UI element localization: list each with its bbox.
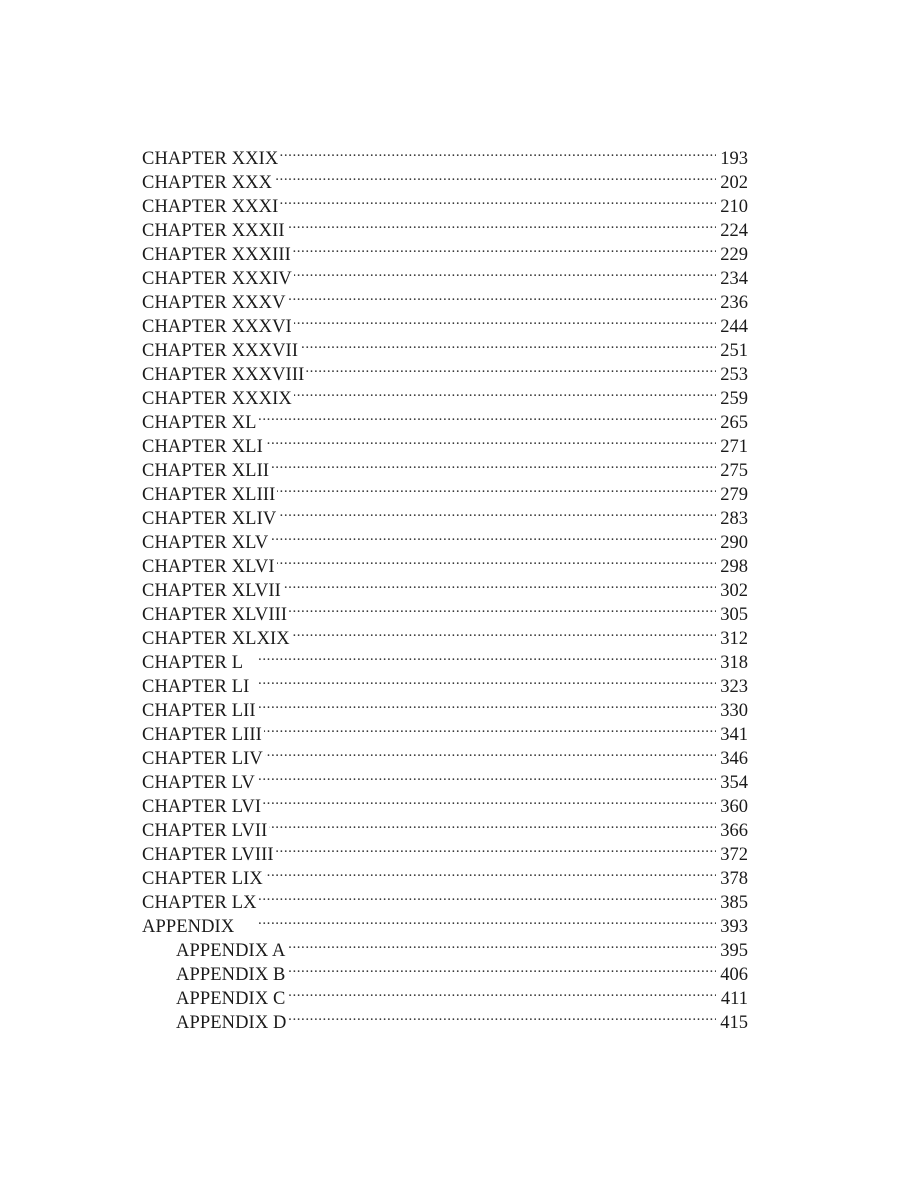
- toc-dot-leader: [251, 668, 716, 692]
- toc-entry-title: APPENDIX: [142, 917, 235, 937]
- toc-entry-title: CHAPTER XXXII: [142, 221, 285, 241]
- toc-dot-leader: [293, 236, 716, 260]
- toc-entry-page-number: 298: [720, 557, 748, 577]
- toc-entry-title: CHAPTER XLVI: [142, 557, 275, 577]
- toc-dot-leader: [287, 956, 716, 980]
- toc-dot-leader: [294, 260, 716, 284]
- toc-entry-title: CHAPTER XXXV: [142, 293, 286, 313]
- toc-entry-page-number: 312: [720, 629, 748, 649]
- toc-entry[interactable]: [142, 140, 748, 169]
- toc-entry-page-number: 302: [720, 581, 748, 601]
- toc-entry-page-number: 346: [720, 749, 748, 769]
- toc-entry-page-number: 354: [720, 773, 748, 793]
- toc-dot-leader: [277, 476, 716, 500]
- toc-entry-title: CHAPTER XXX: [142, 173, 273, 193]
- toc-dot-leader: [300, 332, 716, 356]
- toc-entry-title: CHAPTER XLII: [142, 461, 270, 481]
- toc-dot-leader: [294, 380, 716, 404]
- toc-entry-title: CHAPTER LIX: [142, 869, 263, 889]
- toc-entry-page-number: 244: [720, 317, 748, 337]
- toc-entry-title: CHAPTER XXXIV: [142, 269, 292, 289]
- toc-entry-title: CHAPTER LX: [142, 893, 257, 913]
- toc-dot-leader: [258, 692, 716, 716]
- toc-entry-title: CHAPTER XXXVIII: [142, 365, 305, 385]
- toc-entry-page-number: 366: [720, 821, 748, 841]
- toc-dot-leader: [265, 428, 716, 452]
- toc-entry-title: CHAPTER LV: [142, 773, 255, 793]
- toc-dot-leader: [280, 188, 716, 212]
- toc-entry-page-number: 265: [720, 413, 748, 433]
- toc-entry-title: CHAPTER XXIX: [142, 149, 279, 169]
- toc-dot-leader: [236, 908, 716, 932]
- toc-entry-title: CHAPTER XLXIX: [142, 629, 290, 649]
- toc-entry-page-number: 283: [720, 509, 748, 529]
- toc-entry-page-number: 305: [720, 605, 748, 625]
- toc-entry-page-number: 236: [720, 293, 748, 313]
- toc-dot-leader: [265, 740, 716, 764]
- toc-entry-title: CHAPTER XL: [142, 413, 257, 433]
- toc-dot-leader: [263, 788, 716, 812]
- toc-entry-title: CHAPTER XXXVII: [142, 341, 299, 361]
- toc-entry-title: APPENDIX D: [176, 1013, 287, 1033]
- toc-entry-page-number: 378: [720, 869, 748, 889]
- table-of-contents: [142, 140, 748, 1033]
- toc-dot-leader: [257, 764, 716, 788]
- toc-entry-page-number: 253: [720, 365, 748, 385]
- toc-entry-title: CHAPTER LI: [142, 677, 250, 697]
- toc-entry-page-number: 411: [720, 989, 748, 1009]
- toc-entry-page-number: 393: [720, 917, 748, 937]
- toc-entry-title: APPENDIX B: [176, 965, 286, 985]
- toc-entry-title: CHAPTER LIV: [142, 749, 263, 769]
- toc-entry-page-number: 224: [720, 221, 748, 241]
- toc-dot-leader: [276, 836, 716, 860]
- toc-entry-page-number: 330: [720, 701, 748, 721]
- toc-dot-leader: [289, 596, 716, 620]
- toc-entry-page-number: 341: [720, 725, 748, 745]
- toc-entry-page-number: 259: [720, 389, 748, 409]
- toc-entry-title: CHAPTER LII: [142, 701, 256, 721]
- toc-entry-page-number: 193: [720, 149, 748, 169]
- toc-dot-leader: [288, 1004, 716, 1028]
- toc-entry-page-number: 318: [720, 653, 748, 673]
- toc-dot-leader: [292, 620, 716, 644]
- toc-entry-page-number: 210: [720, 197, 748, 217]
- toc-entry-title: CHAPTER XLI: [142, 437, 263, 457]
- toc-dot-leader: [278, 500, 716, 524]
- toc-entry-title: CHAPTER XLVIII: [142, 605, 288, 625]
- toc-dot-leader: [287, 980, 716, 1004]
- toc-dot-leader: [270, 524, 716, 548]
- toc-entry-title: CHAPTER LIII: [142, 725, 262, 745]
- toc-entry-page-number: 290: [720, 533, 748, 553]
- toc-entry-page-number: 385: [720, 893, 748, 913]
- toc-entry-title: CHAPTER XXXVI: [142, 317, 292, 337]
- toc-dot-leader: [288, 284, 716, 308]
- toc-entry-page-number: 360: [720, 797, 748, 817]
- toc-entry-title: CHAPTER LVI: [142, 797, 262, 817]
- toc-entry-title: CHAPTER XLIV: [142, 509, 277, 529]
- toc-dot-leader: [264, 716, 716, 740]
- toc-entry-title: CHAPTER XLV: [142, 533, 269, 553]
- toc-entry-page-number: 271: [720, 437, 748, 457]
- toc-entry-title: CHAPTER XLIII: [142, 485, 276, 505]
- toc-dot-leader: [277, 548, 716, 572]
- toc-entry-page-number: 415: [720, 1013, 748, 1033]
- toc-dot-leader: [306, 356, 716, 380]
- toc-entry-page-number: 323: [720, 677, 748, 697]
- toc-dot-leader: [259, 884, 716, 908]
- toc-entry-title: APPENDIX C: [176, 989, 286, 1009]
- toc-dot-leader: [259, 404, 716, 428]
- toc-dot-leader: [271, 452, 716, 476]
- toc-dot-leader: [274, 164, 716, 188]
- toc-entry-title: CHAPTER XLVII: [142, 581, 281, 601]
- toc-dot-leader: [280, 140, 716, 164]
- toc-dot-leader: [283, 572, 716, 596]
- toc-entry-page-number: 372: [720, 845, 748, 865]
- toc-entry-page-number: 275: [720, 461, 748, 481]
- toc-entry-title: CHAPTER LVIII: [142, 845, 274, 865]
- toc-entry-page-number: 395: [720, 941, 748, 961]
- toc-entry-page-number: 229: [720, 245, 748, 265]
- toc-entry-page-number: 251: [720, 341, 748, 361]
- toc-entry-title: CHAPTER L: [142, 653, 244, 673]
- toc-entry-title: CHAPTER LVII: [142, 821, 268, 841]
- toc-entry-page-number: 234: [720, 269, 748, 289]
- toc-dot-leader: [287, 932, 716, 956]
- toc-entry-page-number: 406: [720, 965, 748, 985]
- toc-dot-leader: [287, 212, 716, 236]
- toc-entry-title: APPENDIX A: [176, 941, 286, 961]
- toc-dot-leader: [294, 308, 716, 332]
- toc-dot-leader: [265, 860, 716, 884]
- toc-entry-title: CHAPTER XXXIX: [142, 389, 292, 409]
- toc-entry-title: CHAPTER XXXI: [142, 197, 279, 217]
- toc-dot-leader: [269, 812, 716, 836]
- toc-entry-title: CHAPTER XXXIII: [142, 245, 291, 265]
- toc-dot-leader: [245, 644, 716, 668]
- toc-entry-page-number: 279: [720, 485, 748, 505]
- toc-entry-page-number: 202: [720, 173, 748, 193]
